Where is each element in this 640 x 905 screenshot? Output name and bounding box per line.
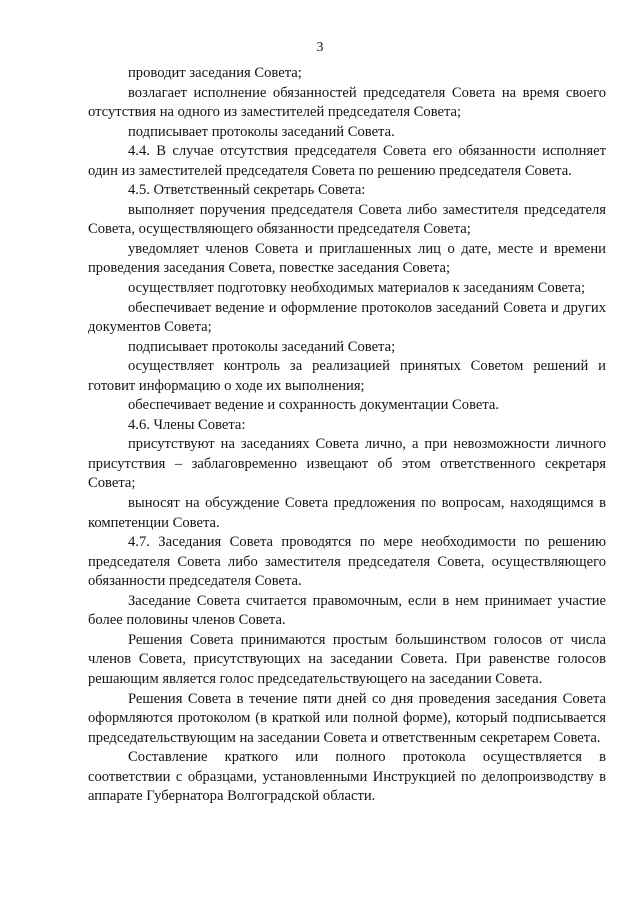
paragraph: присутствуют на заседаниях Совета лично, а при невозможности личного присутствия – заблаговременно извещают об этом ответственного секретаря Совета; [88,436,606,492]
paragraph: уведомляет членов Совета и приглашенных лиц о дате, месте и времени проведения заседания Совета, повестке заседания Совета; [88,240,606,277]
paragraph: осуществляет контроль за реализацией принятых Советом решений и готовит информацию о ходе их выполнения; [88,358,606,394]
section-4-6-heading: 4.6. Члены Совета: [128,416,246,433]
paragraph: выполняет поручения председателя Совета либо заместителя председателя Совета, осуществляющего обязанности председателя Совета; [88,201,606,238]
page-number: 3 [316,40,324,55]
paragraph: Решения Совета в течение пяти дней со дня проведения заседания Совета оформляются протоколом (в краткой или полной форме), который подписывается председательствующим на заседании Совета и ответственным секретарем Совета. [88,690,606,746]
document-body [88,64,606,807]
paragraph: возлагает исполнение обязанностей председателя Совета на время своего отсутствия на одного из заместителей председателя Совета; [88,84,606,121]
paragraph: подписывает протоколы заседаний Совета. [128,123,395,140]
paragraph: обеспечивает ведение и оформление протоколов заседаний Совета и других документов Совета; [88,299,606,336]
paragraph: обеспечивает ведение и сохранность документации Совета. [128,397,500,414]
paragraph: Решения Совета принимаются простым большинством голосов от числа членов Совета, присутствующих на заседании Совета. При равенстве голосов решающим является голос председательствующего на заседании Совета. [88,631,606,687]
paragraph: осуществляет подготовку необходимых материалов к заседаниям Совета; [128,280,586,297]
paragraph: подписывает протоколы заседаний Совета; [128,338,396,355]
paragraph: проводит заседания Совета; [128,65,302,81]
section-4-4: 4.4. В случае отсутствия председателя Совета его обязанности исполняет один из заместителей председателя Совета по решению председателя Совета. [88,143,606,179]
paragraph: выносят на обсуждение Совета предложения по вопросам, находящимся в компетенции Совета. [88,495,606,531]
paragraph: Составление краткого или полного протокола осуществляется в соответствии с образцами, установленными Инструкцией по делопроизводству в аппарате Губернатора Волгоградской области. [88,749,606,805]
section-4-7: 4.7. Заседания Совета проводятся по мере необходимости по решению председателя Совета либо заместителя председателя Совета, осуществляющего обязанности председателя Совета. [88,534,606,590]
section-4-5-heading: 4.5. Ответственный секретарь Совета: [128,182,366,199]
paragraph: Заседание Совета считается правомочным, если в нем принимает участие более половины членов Совета. [88,592,606,629]
